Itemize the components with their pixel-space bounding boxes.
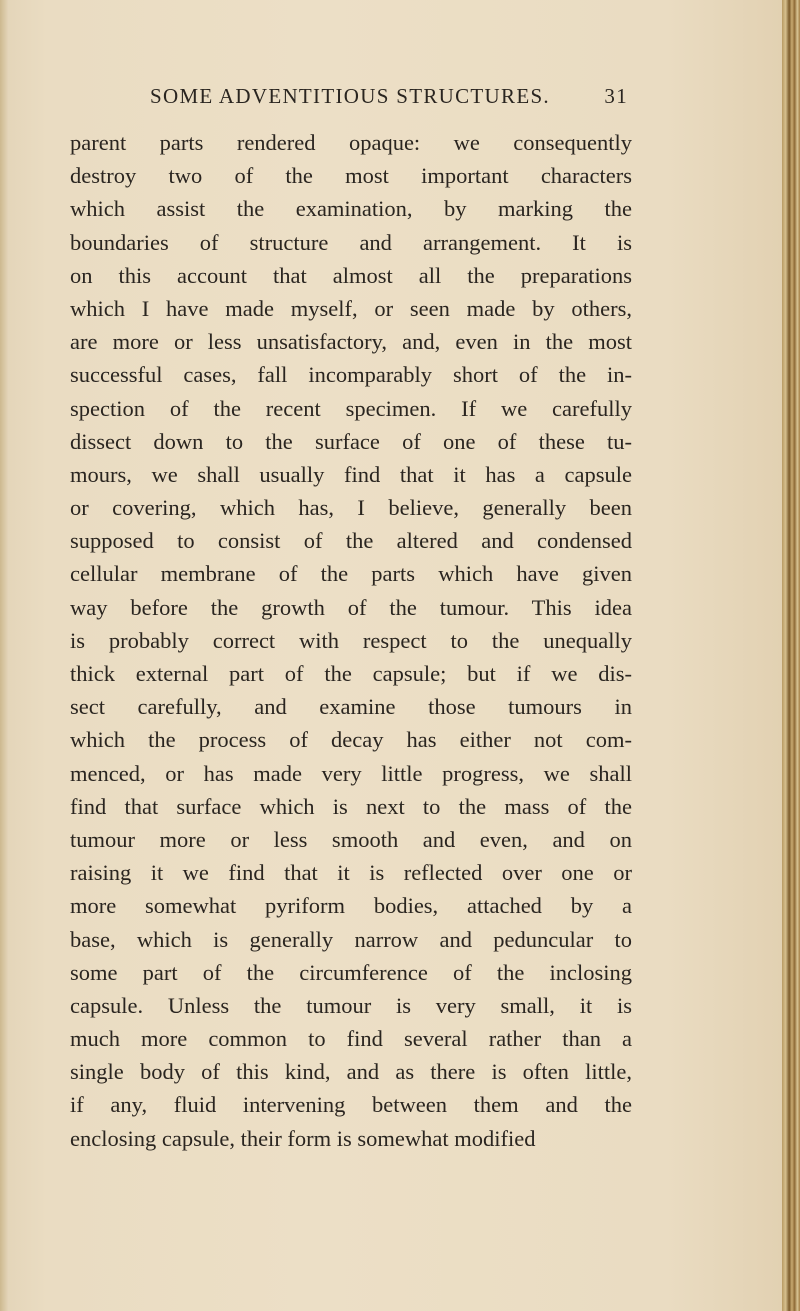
text-line: if any, fluid intervening between them and the xyxy=(70,1092,632,1118)
text-line: tumour more or less smooth and even, and on xyxy=(70,826,632,852)
text-line: thick external part of the capsule; but if we dis- xyxy=(70,661,632,686)
text-line: some part of the circumference of the inclosing xyxy=(70,959,632,985)
text-line: cellular membrane of the parts which have given xyxy=(70,561,632,587)
text-line: sect carefully, and examine those tumours in xyxy=(70,694,632,720)
text-line: which I have made myself, or seen made by others, xyxy=(70,295,632,321)
text-line: or covering, which has, I believe, generally been xyxy=(70,495,632,521)
text-line: supposed to consist of the altered and condensed xyxy=(70,528,632,554)
text-line: spection of the recent specimen. If we carefully xyxy=(70,395,632,421)
text-line: boundaries of structure and arrangement. It is xyxy=(70,229,632,255)
text-line: parent parts rendered opaque: we consequently xyxy=(70,130,632,155)
text-line: which assist the examination, by marking the xyxy=(70,196,632,222)
text-line: way before the growth of the tumour. This idea xyxy=(70,594,632,620)
running-head-title: SOME ADVENTITIOUS STRUCTURES. xyxy=(150,84,550,108)
text-line: successful cases, fall incomparably short of the in- xyxy=(70,362,632,388)
text-line: destroy two of the most important characters xyxy=(70,163,632,189)
page-number: 31 xyxy=(604,84,628,108)
book-binding-edge xyxy=(782,0,800,1311)
text-line: raising it we find that it is reflected over one or xyxy=(70,860,632,886)
page-left-edge xyxy=(0,0,8,1311)
text-line: base, which is generally narrow and peduncular to xyxy=(70,926,632,952)
text-line: enclosing capsule, their form is somewhat modified xyxy=(70,1125,536,1151)
text-line: mours, we shall usually find that it has a capsule xyxy=(70,461,632,487)
text-line: is probably correct with respect to the unequally xyxy=(70,627,632,653)
text-line: much more common to find several rather than a xyxy=(70,1026,632,1052)
text-line: capsule. Unless the tumour is very small, it is xyxy=(70,992,632,1018)
text-line: menced, or has made very little progress, we shall xyxy=(70,760,632,786)
text-line: are more or less unsatisfactory, and, even in the most xyxy=(70,329,632,355)
text-line: which the process of decay has either not com- xyxy=(70,727,632,753)
text-line: on this account that almost all the preparations xyxy=(70,262,632,288)
text-line: single body of this kind, and as there is often little, xyxy=(70,1059,632,1085)
text-line: find that surface which is next to the mass of the xyxy=(70,793,632,819)
body-text xyxy=(70,126,632,1155)
text-line: dissect down to the surface of one of these tu- xyxy=(70,428,632,454)
running-head xyxy=(150,80,630,112)
text-line: more somewhat pyriform bodies, attached by a xyxy=(70,893,632,919)
